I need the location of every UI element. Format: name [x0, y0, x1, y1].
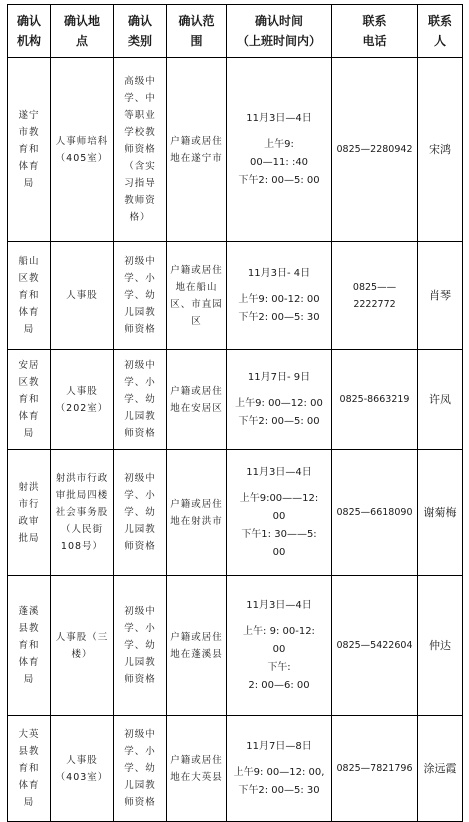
header-phone: 联系 电话 — [332, 5, 418, 58]
category-cell: 初级中学、小学、幼儿园教师资格 — [114, 242, 167, 350]
time-line: 下午2: 00—5: 00 — [238, 415, 320, 427]
time-line: 11月3日—4日 — [246, 112, 312, 124]
org-cell: 遂宁市教育和体育局 — [8, 58, 51, 242]
time-cell — [227, 58, 332, 242]
time-cell — [227, 242, 332, 350]
time-line — [229, 128, 329, 136]
location-cell: 人事股（三楼） — [51, 576, 114, 716]
time-line — [229, 482, 329, 490]
contact-cell: 仲达 — [418, 576, 463, 716]
document-page — [7, 4, 462, 822]
time-cell — [227, 450, 332, 576]
time-line: 11月3日—4日 — [246, 466, 312, 478]
location-cell: 人事股（403室） — [51, 716, 114, 822]
time-line: 下午2: 00—5: 30 — [238, 784, 320, 796]
certification-table — [7, 4, 463, 822]
time-line: 11月7日- 9日 — [247, 371, 311, 383]
header-time: 确认时间 （上班时间内） — [227, 5, 332, 58]
org-cell: 安居区教育和体育局 — [8, 350, 51, 450]
contact-cell: 涂远霞 — [418, 716, 463, 822]
header-row — [8, 5, 463, 58]
contact-cell: 肖琴 — [418, 242, 463, 350]
header-org: 确认 机构 — [8, 5, 51, 58]
phone-cell: 0825—2280942 — [332, 58, 418, 242]
scope-cell: 户籍或居住地在大英县 — [167, 716, 227, 822]
scope-cell: 户籍或居住地在船山区、市直园区 — [167, 242, 227, 350]
time-line: 上午9: — [264, 138, 294, 150]
time-line — [229, 615, 329, 623]
scope-cell: 户籍或居住地在蓬溪县 — [167, 576, 227, 716]
time-cell — [227, 350, 332, 450]
header-category: 确认 类别 — [114, 5, 167, 58]
time-line: 2: 00—6: 00 — [248, 679, 310, 691]
scope-cell: 户籍或居住地在遂宁市 — [167, 58, 227, 242]
time-line: 上午9: 00—12: 00, — [233, 766, 325, 778]
time-line: 上午9: 00-12: 00 — [238, 293, 320, 305]
phone-cell: 0825—7821796 — [332, 716, 418, 822]
phone-cell: 0825—6618090 — [332, 450, 418, 576]
location-cell: 射洪市行政审批局四楼社会事务股（人民街108号） — [51, 450, 114, 576]
contact-cell: 谢菊梅 — [418, 450, 463, 576]
time-line: 上午9: 00—12: 00 — [235, 397, 323, 409]
category-cell: 初级中学、小学、幼儿园教师资格 — [114, 576, 167, 716]
time-line: 00—11: :40 — [249, 156, 309, 168]
category-cell: 高级中学、中等职业学校教师资格（含实习指导教师资格） — [114, 58, 167, 242]
contact-cell: 宋鸿 — [418, 58, 463, 242]
header-scope: 确认范 围 — [167, 5, 227, 58]
org-cell: 射洪市行政审批局 — [8, 450, 51, 576]
scope-cell: 户籍或居住地在射洪市 — [167, 450, 227, 576]
time-line: 00 — [272, 643, 286, 655]
org-cell: 船山区教育和体育局 — [8, 242, 51, 350]
table-row — [8, 350, 463, 450]
table-row — [8, 716, 463, 822]
category-cell: 初级中学、小学、幼儿园教师资格 — [114, 350, 167, 450]
time-line: 下午1: 30——5: — [241, 528, 317, 540]
table-row — [8, 58, 463, 242]
time-line: 下午2: 00—5: 00 — [238, 174, 320, 186]
table-row — [8, 576, 463, 716]
table-row — [8, 242, 463, 350]
time-line: 11月7日—8日 — [246, 740, 312, 752]
time-line — [229, 756, 329, 764]
time-line: 上午9:00——12: — [239, 492, 319, 504]
time-line: 11月3日—4日 — [246, 599, 312, 611]
phone-cell: 0825——2222772 — [332, 242, 418, 350]
location-cell: 人事师培科（405室） — [51, 58, 114, 242]
time-line: 下午2: 00—5: 30 — [238, 311, 320, 323]
time-cell — [227, 716, 332, 822]
table-row — [8, 450, 463, 576]
category-cell: 初级中学、小学、幼儿园教师资格 — [114, 716, 167, 822]
header-location: 确认地 点 — [51, 5, 114, 58]
header-contact: 联系 人 — [418, 5, 463, 58]
time-cell — [227, 576, 332, 716]
time-line: 下午: — [267, 661, 291, 673]
time-line: 00 — [272, 546, 286, 558]
location-cell: 人事股（202室） — [51, 350, 114, 450]
time-line: 11月3日- 4日 — [247, 267, 311, 279]
org-cell: 蓬溪县教育和体育局 — [8, 576, 51, 716]
category-cell: 初级中学、小学、幼儿园教师资格 — [114, 450, 167, 576]
time-line: 00 — [272, 510, 286, 522]
phone-cell: 0825—5422604 — [332, 576, 418, 716]
location-cell: 人事股 — [51, 242, 114, 350]
time-line — [229, 387, 329, 395]
time-line: 上午: 9: 00-12: — [243, 625, 315, 637]
contact-cell: 许凤 — [418, 350, 463, 450]
time-line — [229, 283, 329, 291]
phone-cell: 0825-8663219 — [332, 350, 418, 450]
scope-cell: 户籍或居住地在安居区 — [167, 350, 227, 450]
org-cell: 大英县教育和体育局 — [8, 716, 51, 822]
